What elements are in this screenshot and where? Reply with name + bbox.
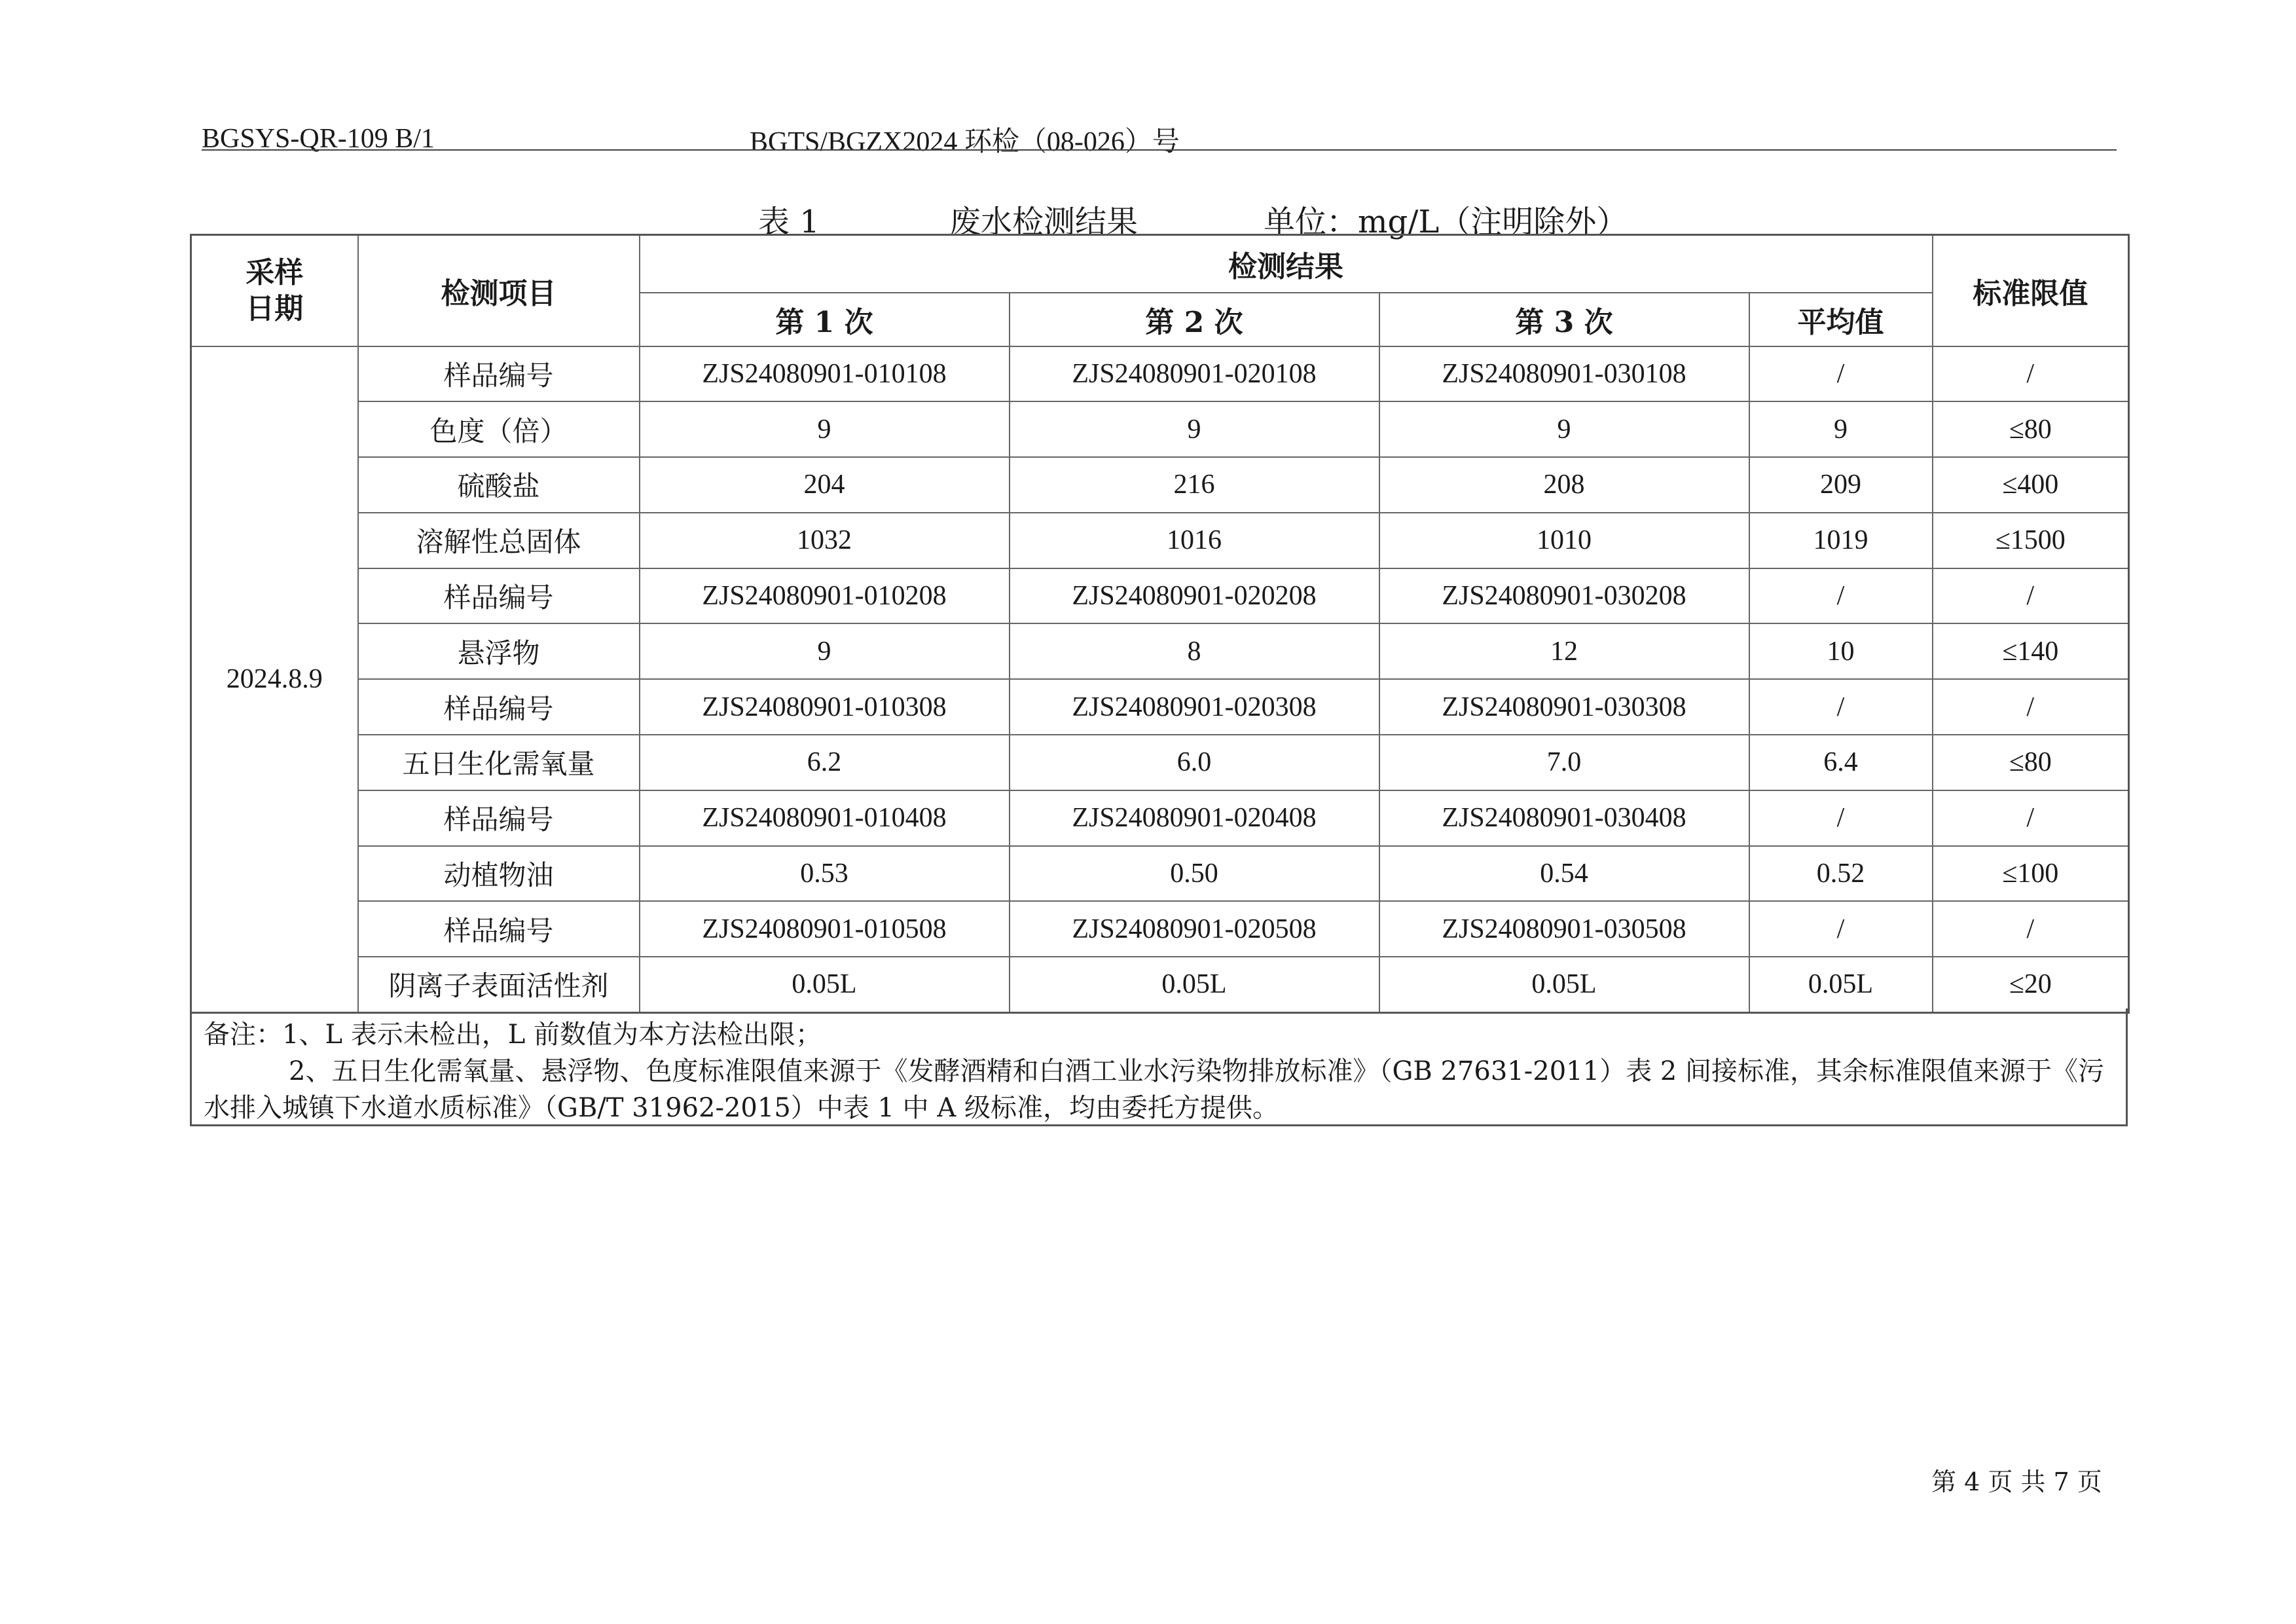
result-round-1: 6.2	[640, 735, 1010, 790]
result-round-3: 0.54	[1379, 846, 1749, 902]
result-round-1: ZJS24080901-010208	[640, 568, 1010, 624]
result-round-3: ZJS24080901-030308	[1379, 679, 1749, 735]
header-sampling-date	[191, 235, 358, 346]
table-row	[191, 957, 2129, 1012]
header-test-item: 检测项目	[358, 235, 640, 346]
header-round-1: 第 1 次	[640, 293, 1010, 346]
result-round-1: ZJS24080901-010108	[640, 346, 1010, 402]
result-round-2: 0.50	[1010, 846, 1379, 902]
result-round-2: 8	[1010, 623, 1379, 679]
standard-limit: ≤100	[1933, 846, 2129, 902]
test-item: 五日生化需氧量	[358, 735, 640, 790]
result-round-1: 204	[640, 457, 1010, 513]
notes	[190, 1008, 2128, 1126]
result-round-1: ZJS24080901-010508	[640, 901, 1010, 957]
table-row	[191, 846, 2129, 902]
result-round-2: ZJS24080901-020408	[1010, 790, 1379, 846]
test-item: 样品编号	[358, 790, 640, 846]
standard-limit: ≤20	[1933, 957, 2129, 1012]
result-round-1: 0.53	[640, 846, 1010, 902]
standard-limit: /	[1933, 568, 2129, 624]
result-round-3: ZJS24080901-030208	[1379, 568, 1749, 624]
result-round-2: 6.0	[1010, 735, 1379, 790]
test-item: 色度（倍）	[358, 401, 640, 457]
table-unit: 单位：mg/L（注明除外）	[1264, 204, 1628, 240]
test-item: 动植物油	[358, 846, 640, 902]
result-average: /	[1749, 568, 1933, 624]
test-item: 样品编号	[358, 346, 640, 402]
result-round-3: 7.0	[1379, 735, 1749, 790]
result-average: 0.52	[1749, 846, 1933, 902]
result-round-1: 9	[640, 623, 1010, 679]
test-item: 硫酸盐	[358, 457, 640, 513]
result-round-2: 216	[1010, 457, 1379, 513]
result-round-3: 0.05L	[1379, 957, 1749, 1012]
result-average: 0.05L	[1749, 957, 1933, 1012]
test-item: 悬浮物	[358, 623, 640, 679]
table-row	[191, 346, 2129, 402]
standard-limit: /	[1933, 901, 2129, 957]
table-row	[191, 679, 2129, 735]
result-average: 6.4	[1749, 735, 1933, 790]
result-round-3: ZJS24080901-030408	[1379, 790, 1749, 846]
sampling-date: 2024.8.9	[191, 346, 358, 1013]
result-round-2: 0.05L	[1010, 957, 1379, 1012]
result-average: 209	[1749, 457, 1933, 513]
header-sampling-date-line: 采样	[246, 255, 304, 289]
standard-limit: /	[1933, 790, 2129, 846]
result-round-2: 9	[1010, 401, 1379, 457]
test-item: 样品编号	[358, 679, 640, 735]
test-item: 溶解性总固体	[358, 513, 640, 568]
table-row	[191, 901, 2129, 957]
result-average: 9	[1749, 401, 1933, 457]
header-round-2: 第 2 次	[1010, 293, 1379, 346]
results-table	[190, 234, 2130, 1014]
test-item: 样品编号	[358, 568, 640, 624]
header-standard-limit: 标准限值	[1933, 235, 2129, 346]
table-row	[191, 623, 2129, 679]
result-round-1: ZJS24080901-010408	[640, 790, 1010, 846]
table-row	[191, 401, 2129, 457]
result-round-3: 1010	[1379, 513, 1749, 568]
standard-limit: ≤80	[1933, 401, 2129, 457]
note-1: 备注：1、L 表示未检出，L 前数值为本方法检出限；	[204, 1020, 822, 1050]
test-item: 阴离子表面活性剂	[358, 957, 640, 1012]
standard-limit: ≤80	[1933, 735, 2129, 790]
table-row	[191, 513, 2129, 568]
standard-limit: ≤1500	[1933, 513, 2129, 568]
page-number: 第 4 页 共 7 页	[1931, 1467, 2102, 1496]
header-divider	[202, 149, 2117, 151]
result-round-2: ZJS24080901-020308	[1010, 679, 1379, 735]
result-round-2: ZJS24080901-020208	[1010, 568, 1379, 624]
result-average: /	[1749, 790, 1933, 846]
result-round-2: ZJS24080901-020108	[1010, 346, 1379, 402]
header-test-results: 检测结果	[640, 235, 1933, 293]
result-round-3: ZJS24080901-030108	[1379, 346, 1749, 402]
report-number: BGTS/BGZX2024 环检（08-026）号	[750, 127, 1180, 157]
table-row	[191, 457, 2129, 513]
table-label: 表 1	[758, 204, 820, 240]
standard-limit: ≤140	[1933, 623, 2129, 679]
result-average: 1019	[1749, 513, 1933, 568]
form-code: BGSYS-QR-109 B/1	[202, 124, 435, 154]
standard-limit: /	[1933, 679, 2129, 735]
result-round-1: 9	[640, 401, 1010, 457]
table-row	[191, 790, 2129, 846]
header-average: 平均值	[1749, 293, 1933, 346]
table-row	[191, 568, 2129, 624]
result-average: /	[1749, 679, 1933, 735]
standard-limit: /	[1933, 346, 2129, 402]
result-average: /	[1749, 346, 1933, 402]
result-round-3: 12	[1379, 623, 1749, 679]
result-round-1: 0.05L	[640, 957, 1010, 1012]
result-round-1: ZJS24080901-010308	[640, 679, 1010, 735]
result-round-2: ZJS24080901-020508	[1010, 901, 1379, 957]
note-2: 2、五日生化需氧量、悬浮物、色度标准限值来源于《发酵酒精和白酒工业水污染物排放标准》（GB 27631-2011）表 2 间接标准，其余标准限值来源于《污水排入城镇下水道水质标准》（GB/T 31962-2015）中表 1 中 A 级标准，均由委托方提供。	[204, 1056, 2104, 1123]
result-round-2: 1016	[1010, 513, 1379, 568]
result-round-3: 9	[1379, 401, 1749, 457]
result-round-3: 208	[1379, 457, 1749, 513]
result-round-1: 1032	[640, 513, 1010, 568]
table-title: 废水检测结果	[949, 204, 1139, 240]
standard-limit: ≤400	[1933, 457, 2129, 513]
header-round-3: 第 3 次	[1379, 293, 1749, 346]
table-row	[191, 735, 2129, 790]
header-sampling-date-line: 日期	[246, 291, 304, 325]
result-average: /	[1749, 901, 1933, 957]
test-item: 样品编号	[358, 901, 640, 957]
result-average: 10	[1749, 623, 1933, 679]
result-round-3: ZJS24080901-030508	[1379, 901, 1749, 957]
